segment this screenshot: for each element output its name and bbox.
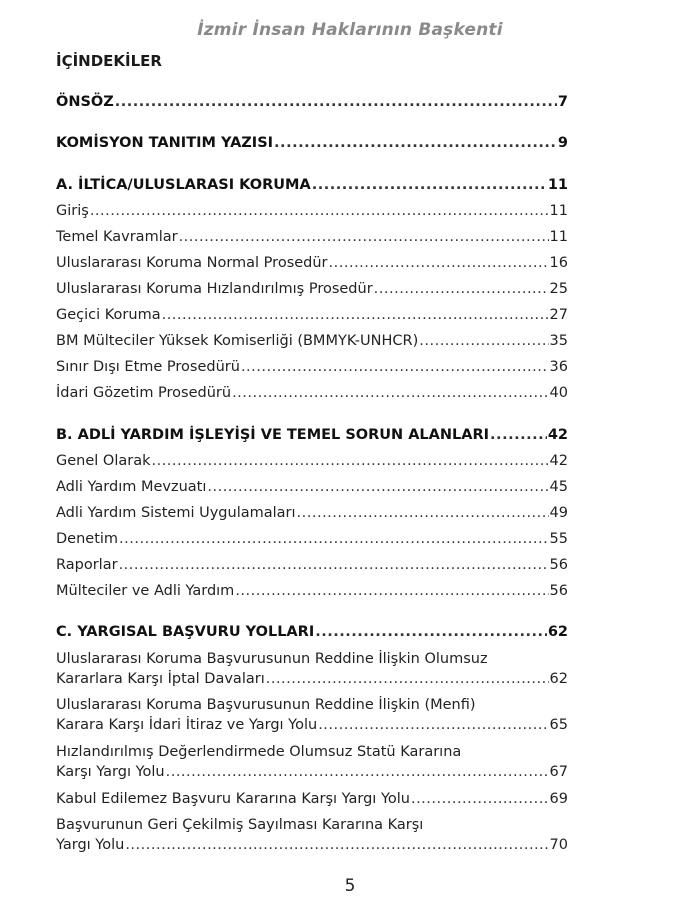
toc-entry-title: Denetim [56,531,119,547]
toc-entry-title: C. YARGISAL BAŞVURU YOLLARI [56,624,315,640]
leader-dots [374,279,549,299]
toc-entry[interactable] [56,357,568,377]
leader-dots [119,529,549,549]
toc-entry-title-line1: Uluslararası Koruma Başvurusunun Reddine İlişkin (Menfi) [56,697,476,713]
leader-dots [179,227,549,247]
leader-dots [274,133,557,153]
toc-entry[interactable] [56,201,568,221]
toc-entry-title-line1: Uluslararası Koruma Başvurusunun Reddine İlişkin Olumsuz [56,651,488,667]
toc-entry[interactable] [56,581,568,601]
toc-entry-page: 65 [549,717,568,733]
leader-dots [411,789,549,809]
toc-entry-title: Adli Yardım Mevzuatı [56,479,207,495]
toc-entry-title: İdari Gözetim Prosedürü [56,385,232,401]
toc-entry-page: 45 [549,479,568,495]
toc-entry-title: Kabul Edilemez Başvuru Kararına Karşı Yargı Yolu [56,791,410,807]
page-number: 5 [344,876,356,896]
toc-entry-page: 70 [549,837,568,853]
leader-dots [329,253,549,273]
toc-entry-page: 35 [549,333,568,349]
toc-entry-page: 56 [549,583,568,599]
leader-dots [266,669,549,689]
toc-entry-title-line2: Karara Karşı İdari İtiraz ve Yargı Yolu [56,717,318,733]
toc-entry[interactable] [56,477,568,497]
toc-entry[interactable] [56,133,568,153]
toc-entry-title-line2: Yargı Yolu [56,837,125,853]
toc-entry[interactable] [56,305,568,325]
toc-entry-title: B. ADLİ YARDIM İŞLEYİŞİ VE TEMEL SORUN ALANLARI [56,427,490,443]
toc-entry-title: Temel Kavramlar [56,229,178,245]
toc-entry-page: 40 [549,385,568,401]
toc-entry-page: 36 [549,359,568,375]
toc-entry-page: 27 [549,307,568,323]
toc-entry[interactable] [56,451,568,471]
toc-entry-title: Mülteciler ve Adli Yardım [56,583,235,599]
leader-dots [315,622,547,642]
toc-entry-page: 62 [549,671,568,687]
toc-entry[interactable] [56,622,568,642]
leader-dots [119,555,549,575]
toc-entry-page: 69 [549,791,568,807]
toc-entry-page: 56 [549,557,568,573]
leader-dots [297,503,549,523]
toc-entry[interactable] [56,789,568,809]
leader-dots [115,92,557,112]
toc-entry-title: Sınır Dışı Etme Prosedürü [56,359,240,375]
toc-entry-title: A. İLTİCA/ULUSLARASI KORUMA [56,177,311,193]
toc-entry-title: Uluslararası Koruma Hızlandırılmış Prosedür [56,281,373,297]
toc-entry[interactable] [56,253,568,273]
toc-entry-title-line1: Hızlandırılmış Değerlendirmede Olumsuz Statü Kararına [56,744,462,760]
toc-entry-title: KOMİSYON TANITIM YAZISI [56,135,274,151]
leader-dots [207,477,548,497]
toc-heading: İÇİNDEKİLER [56,52,162,70]
leader-dots [235,581,548,601]
toc-entry-page: 25 [549,281,568,297]
toc-entry-title: Raporlar [56,557,118,573]
toc-entry-title: Uluslararası Koruma Normal Prosedür [56,255,328,271]
toc-entry-page: 11 [547,177,568,193]
toc-entry-page: 55 [549,531,568,547]
leader-dots [232,383,548,403]
running-title: İzmir İnsan Haklarının Başkenti [197,20,503,40]
toc-entry-page: 49 [549,505,568,521]
toc-entry-title-line2: Karşı Yargı Yolu [56,764,165,780]
leader-dots [419,331,548,351]
toc-entry[interactable] [56,175,568,195]
toc-entry-page: 42 [547,427,568,443]
leader-dots [162,305,549,325]
leader-dots [318,715,548,735]
toc-entry-title: Genel Olarak [56,453,151,469]
leader-dots [90,201,549,221]
toc-entry-title: BM Mülteciler Yüksek Komiserliği (BMMYK-UNHCR) [56,333,419,349]
toc-entry-page: 11 [549,229,568,245]
toc-entry[interactable] [56,227,568,247]
toc-entry[interactable] [56,695,568,735]
leader-dots [151,451,548,471]
toc-entry[interactable] [56,331,568,351]
toc-entry-title-line2: Kararlara Karşı İptal Davaları [56,671,265,687]
toc-entry[interactable] [56,503,568,523]
toc-entry[interactable] [56,529,568,549]
toc-entry[interactable] [56,649,568,689]
leader-dots [166,762,549,782]
toc-entry[interactable] [56,425,568,445]
toc-entry-page: 62 [547,624,568,640]
toc-entry-title: Giriş [56,203,89,219]
leader-dots [125,835,548,855]
toc-entry-page: 42 [549,453,568,469]
leader-dots [312,175,547,195]
toc-entry[interactable] [56,555,568,575]
leader-dots [490,425,547,445]
toc-entry-page: 67 [549,764,568,780]
leader-dots [241,357,549,377]
toc-entry-title: ÖNSÖZ [56,94,114,110]
toc-entry-title-line1: Başvurunun Geri Çekilmiş Sayılması Kararına Karşı [56,817,424,833]
toc-entry[interactable] [56,92,568,112]
toc-entry[interactable] [56,815,568,855]
toc-entry-page: 7 [557,94,568,110]
toc-entry[interactable] [56,279,568,299]
toc-entry-title: Geçici Koruma [56,307,161,323]
toc-entry-page: 16 [549,255,568,271]
toc-entry-page: 9 [557,135,568,151]
toc-entry[interactable] [56,383,568,403]
toc-entry-page: 11 [549,203,568,219]
toc-entry-title: Adli Yardım Sistemi Uygulamaları [56,505,296,521]
toc-entry[interactable] [56,742,568,782]
